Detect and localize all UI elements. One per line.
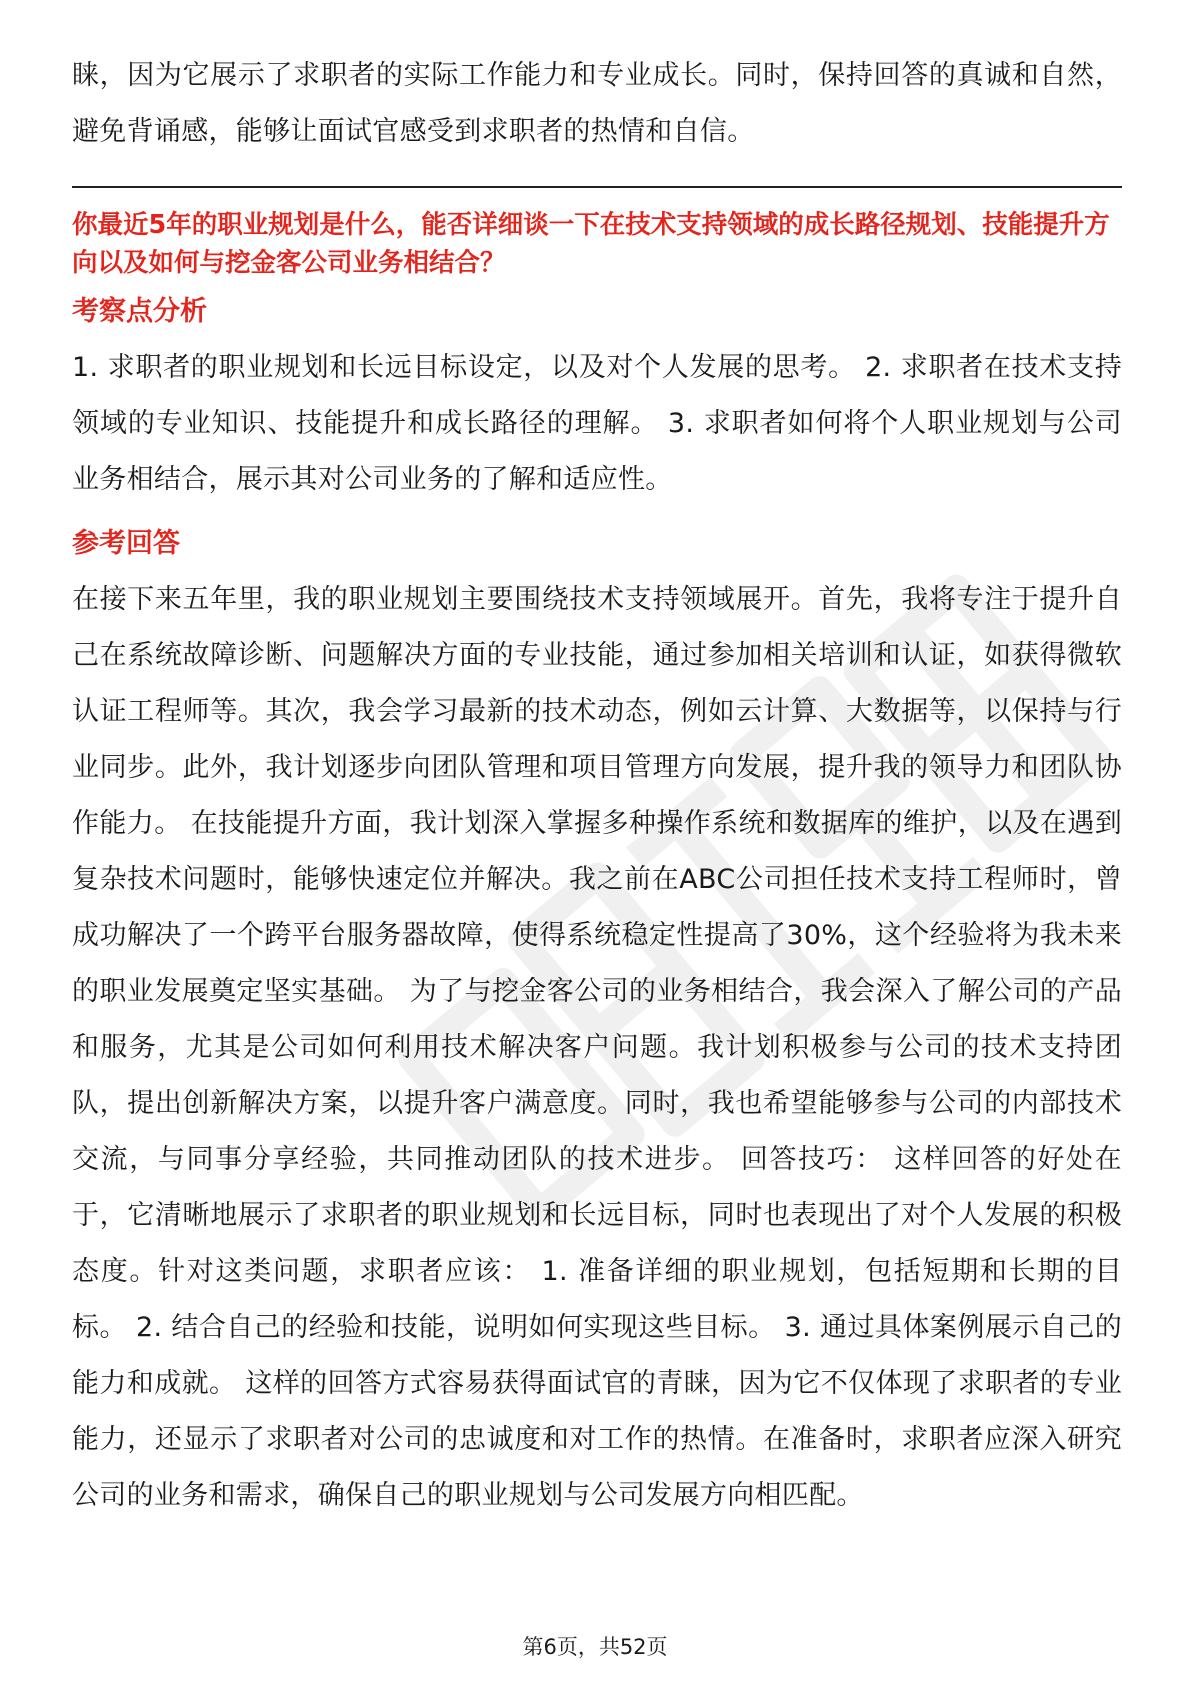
analysis-paragraph: 1. 求职者的职业规划和长远目标设定，以及对个人发展的思考。 2. 求职者在技术支持领域的专业知识、技能提升和成长路径的理解。 3. 求职者如何将个人职业规划与公司业务相结合，展示其对公司业务的了解和适应性。: [72, 352, 1122, 495]
answer-title: 参考回答: [72, 528, 180, 559]
analysis-title: 考察点分析: [72, 296, 207, 327]
question-heading: 你最近5年的职业规划是什么，能否详细谈一下在技术支持领域的成长路径规划、技能提升方向以及如何与挖金客公司业务相结合？: [72, 210, 1110, 278]
answer-paragraph: 在接下来五年里，我的职业规划主要围绕技术支持领域展开。首先，我将专注于提升自己在系统故障诊断、问题解决方面的专业技能，通过参加相关培训和认证，如获得微软认证工程师等。其次，我会学习最新的技术动态，例如云计算、大数据等，以保持与行业同步。此外，我计划逐步向团队管理和项目管理方向发展，提升我的领导力和团队协作能力。 在技能提升方面，我计划深入掌握多种操作系统和数据库的维护，以及在遇到复杂技术问题时，能够快速定位并解决。我之前在ABC公司担任技术支持工程师时，曾成功解决了一个跨平台服务器故障，使得系统稳定性提高了30%，这个经验将为我未来的职业发展奠定坚实基础。 为了与挖金客公司的业务相结合，我会深入了解公司的产品和服务，尤其是公司如何利用技术解决客户问题。我计划积极参与公司的技术支持团队，提出创新解决方案，以提升客户满意度。同时，我也希望能够参与公司的内部技术交流，与同事分享经验，共同推动团队的技术进步。 回答技巧： 这样回答的好处在于，它清晰地展示了求职者的职业规划和长远目标，同时也表现出了对个人发展的积极态度。针对这类问题，求职者应该： 1. 准备详细的职业规划，包括短期和长期的目标。 2. 结合自己的经验和技能，说明如何实现这些目标。 3. 通过具体案例展示自己的能力和成就。 这样的回答方式容易获得面试官的青睐，因为它不仅体现了求职者的专业能力，还显示了求职者对公司的忠诚度和对工作的热情。在准备时，求职者应深入研究公司的业务和需求，确保自己的职业规划与公司发展方向相匹配。: [72, 584, 1122, 1511]
section-divider: [72, 186, 1122, 188]
intro-paragraph: 睐，因为它展示了求职者的实际工作能力和专业成长。同时，保持回答的真诚和自然，避免背诵感，能够让面试官感受到求职者的热情和自信。: [72, 60, 1122, 147]
content-area: [72, 48, 1122, 1524]
page-footer: 第6页，共52页: [522, 1635, 668, 1659]
